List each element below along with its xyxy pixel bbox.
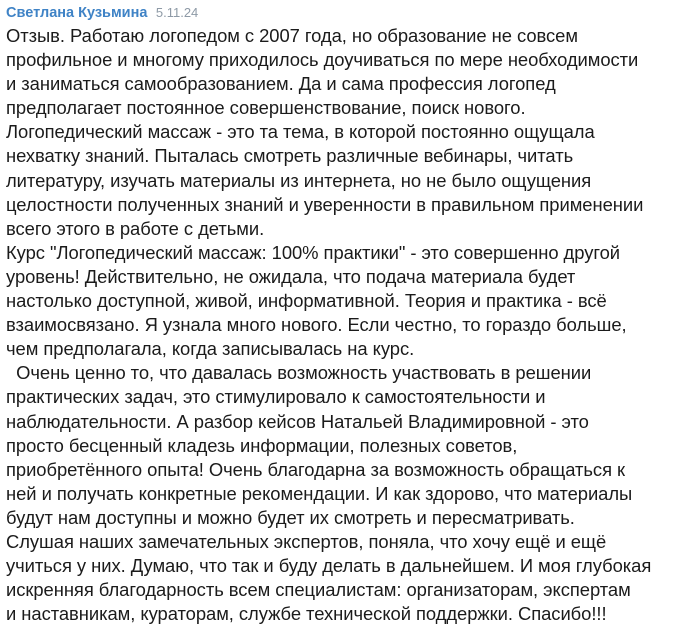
message-line: искренняя благодарность всем специалистам: организаторам, экспертам xyxy=(6,579,631,601)
message-line: просто бесценный кладезь информации, полезных советов, xyxy=(6,434,518,456)
message-time: 5.11.24 xyxy=(155,5,199,20)
message-line: литературу, изучать материалы из интернета, но не было ощущения xyxy=(6,169,592,191)
message-line: и наставникам, кураторам, службе технической поддержки. Спасибо!!! xyxy=(6,603,607,625)
message-line: и заниматься самообразованием. Да и сама профессия логопед xyxy=(6,73,556,95)
author-name[interactable]: Светлана Кузьмина xyxy=(6,5,148,21)
message-line: уровень! Действительно, не ожидала, что подача материала будет xyxy=(6,265,576,287)
message-line: Очень ценно то, что давалась возможность участвовать в решении xyxy=(6,362,592,384)
message-header xyxy=(6,3,678,23)
message-line: настолько доступной, живой, информативной. Теория и практика - всё xyxy=(6,290,607,312)
message-line: всего этого в работе с детьми. xyxy=(6,217,265,239)
message-line: целостности полученных знаний и уверенности в правильном применении xyxy=(6,193,644,215)
message-line: ней и получать конкретные рекомендации. И как здорово, что материалы xyxy=(6,482,633,504)
message-line: практических задач, это стимулировало к самостоятельности и xyxy=(6,386,546,408)
message-line: Логопедический массаж - это та тема, в которой постоянно ощущала xyxy=(6,121,595,143)
message-line: предполагает постоянное совершенствование, поиск нового. xyxy=(6,97,526,119)
message-line: приобретённого опыта! Очень благодарна за возможность обращаться к xyxy=(6,458,626,480)
message-line: Курс "Логопедический массаж: 100% практики" - это совершенно другой xyxy=(6,241,621,263)
message-line: нехватку знаний. Пыталась смотреть различные вебинары, читать xyxy=(6,145,574,167)
message-line: будут нам доступны и можно будет их смотреть и пересматривать. xyxy=(6,506,575,528)
message-line: Отзыв. Работаю логопедом с 2007 года, но образование не совсем xyxy=(6,25,578,46)
message-line: наблюдательности. А разбор кейсов Натальей Владимировной - это xyxy=(6,410,589,432)
message-line: учиться у них. Думаю, что так и буду делать в дальнейшем. И моя глубокая xyxy=(6,555,652,577)
message-line: чем предполагала, когда записывалась на курс. xyxy=(6,338,415,360)
message-line: профильное и многому приходилось доучиваться по мере необходимости xyxy=(6,49,639,71)
message-text xyxy=(6,24,678,626)
message-line: взаимосвязано. Я узнала много нового. Если честно, то гораздо больше, xyxy=(6,314,627,336)
message-line: Слушая наших замечательных экспертов, поняла, что хочу ещё и ещё xyxy=(6,530,607,552)
